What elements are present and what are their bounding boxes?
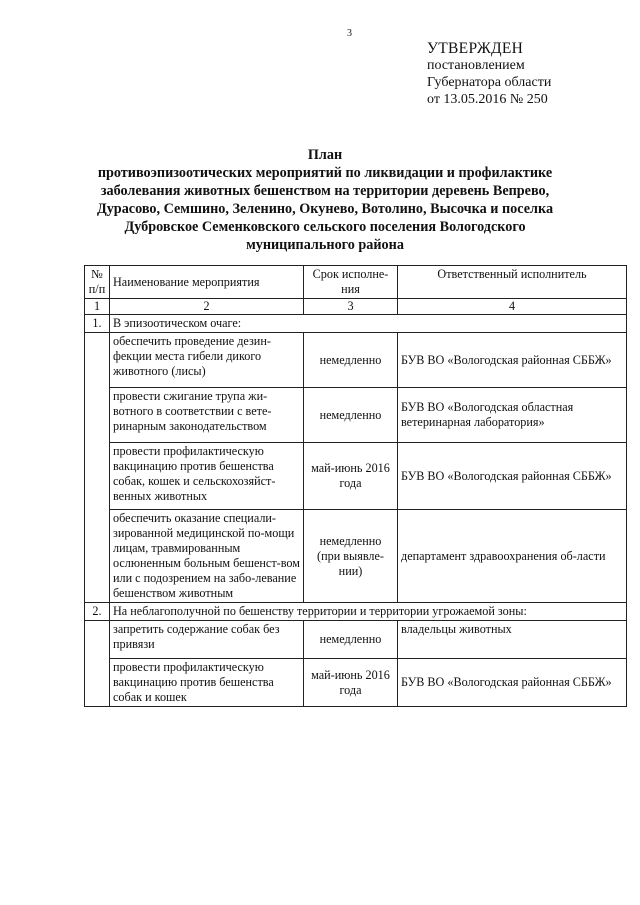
measure-term: немедленно <box>304 621 398 659</box>
measure-name: запретить содержание собак без привязи <box>110 621 304 659</box>
column-number: 1 <box>85 299 110 315</box>
approval-line-2: постановлением <box>427 58 525 73</box>
title-line-2: противоэпизоотических мероприятий по ликвидации и профилактике <box>97 165 553 181</box>
measure-executor: БУВ ВО «Вологодская районная СББЖ» <box>398 333 627 388</box>
title-line-1: План <box>307 147 343 163</box>
measure-name: провести профилактическую вакцинацию против бешенства собак и кошек <box>110 659 304 707</box>
table-row <box>85 621 627 659</box>
approval-stamp <box>427 40 551 108</box>
header-name: Наименование мероприятия <box>110 266 304 299</box>
section-number: 2. <box>85 603 110 621</box>
measure-term: май-июнь 2016 года <box>304 659 398 707</box>
measure-executor: департамент здравоохранения об-ласти <box>398 510 627 603</box>
measure-executor: БУВ ВО «Вологодская районная СББЖ» <box>398 659 627 707</box>
header-num: № п/п <box>85 266 110 299</box>
column-number: 4 <box>398 299 627 315</box>
section-row <box>85 603 627 621</box>
section-number: 1. <box>85 315 110 333</box>
approval-line-1: УТВЕРЖДЕН <box>427 40 524 57</box>
measures-table <box>84 265 627 707</box>
measure-name: провести сжигание трупа жи-вотного в соответствии с вете-ринарным законодательством <box>110 388 304 443</box>
title-line-6: муниципального района <box>246 237 404 253</box>
measure-name: провести профилактическую вакцинацию против бешенства собак, кошек и сельскохозяйст-венных животных <box>110 443 304 510</box>
measure-term: май-июнь 2016 года <box>304 443 398 510</box>
table-row <box>85 333 627 388</box>
title-line-4: Дурасово, Семшино, Зеленино, Окунево, Вотолино, Высочка и поселка <box>96 201 554 217</box>
approval-line-4: от 13.05.2016 № 250 <box>427 92 548 107</box>
column-number: 2 <box>110 299 304 315</box>
measure-executor: БУВ ВО «Вологодская областная ветеринарная лаборатория» <box>398 388 627 443</box>
section-row <box>85 315 627 333</box>
measure-term: немедленно <box>304 388 398 443</box>
page-number: 3 <box>347 28 352 39</box>
section-title: На неблагополучной по бешенству территории и территории угрожаемой зоны: <box>110 603 627 621</box>
measure-executor: владельцы животных <box>398 621 627 659</box>
title-line-5: Дубровское Семенковского сельского поселения Вологодского <box>124 219 526 235</box>
table-row <box>85 510 627 603</box>
measure-term: немедленно <box>304 333 398 388</box>
table-row <box>85 388 627 443</box>
header-term: Срок исполне-ния <box>304 266 398 299</box>
header-executor: Ответственный исполнитель <box>398 266 627 299</box>
column-number: 3 <box>304 299 398 315</box>
column-number-row <box>85 299 627 315</box>
section-title: В эпизоотическом очаге: <box>110 315 627 333</box>
measure-name: обеспечить проведение дезин-фекции места гибели дикого животного (лисы) <box>110 333 304 388</box>
table-row <box>85 443 627 510</box>
measure-executor: БУВ ВО «Вологодская районная СББЖ» <box>398 443 627 510</box>
document-title <box>70 146 580 254</box>
measure-name: обеспечить оказание специали-зированной медицинской по-мощи лицам, травмированным ослюненным больным бешенст-вом или с подозрением на забо-левание бешенством животным <box>110 510 304 603</box>
approval-line-3: Губернатора области <box>427 75 552 90</box>
table-row <box>85 659 627 707</box>
title-line-3: заболевания животных бешенством на территории деревень Вепрево, <box>100 183 550 199</box>
measure-term: немедленно (при выявле-нии) <box>304 510 398 603</box>
header-row <box>85 266 627 299</box>
